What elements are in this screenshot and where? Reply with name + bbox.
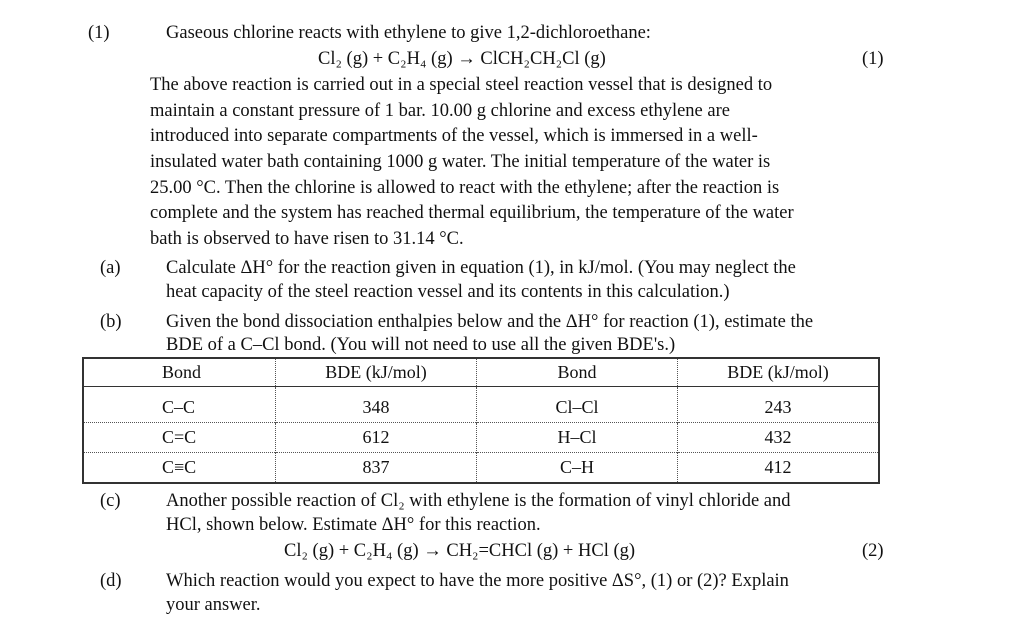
- part-d-label: (d): [100, 571, 122, 591]
- table-header-row: [83, 358, 879, 387]
- part-d-line: your answer.: [166, 595, 261, 615]
- table-cell: 432: [678, 423, 880, 453]
- part-1-body-line: introduced into separate compartments of the vessel, which is immersed in a well-: [150, 126, 758, 146]
- table-cell: 612: [276, 423, 477, 453]
- equation-2-number: (2): [862, 541, 884, 561]
- table-cell: 243: [678, 387, 880, 423]
- equation-1-number: (1): [862, 49, 884, 69]
- part-1-body-line: insulated water bath containing 1000 g water. The initial temperature of the water is: [150, 152, 771, 172]
- table-header: Bond: [83, 358, 276, 387]
- part-1-body-line: 25.00 °C. Then the chlorine is allowed to react with the ethylene; after the reaction is: [150, 178, 780, 198]
- table-row: [83, 387, 879, 423]
- table-cell: 348: [276, 387, 477, 423]
- part-b-line: BDE of a C–Cl bond. (You will not need to use all the given BDE's.): [166, 335, 676, 355]
- part-b-label: (b): [100, 312, 122, 332]
- part-a-line: Calculate ΔH° for the reaction given in equation (1), in kJ/mol. (You may neglect the: [166, 258, 796, 278]
- table-header: Bond: [477, 358, 678, 387]
- part-b-line: Given the bond dissociation enthalpies below and the ΔH° for reaction (1), estimate the: [166, 312, 814, 332]
- part-1-label: (1): [88, 23, 110, 43]
- table-cell: H–Cl: [477, 423, 678, 453]
- part-d-line: Which reaction would you expect to have the more positive ΔS°, (1) or (2)? Explain: [166, 571, 789, 591]
- part-c-line: HCl, shown below. Estimate ΔH° for this reaction.: [166, 515, 541, 535]
- part-c-line: Another possible reaction of Cl₂ with ethylene is the formation of vinyl chloride and: [166, 491, 791, 511]
- part-1-body-line: maintain a constant pressure of 1 bar. 10.00 g chlorine and excess ethylene are: [150, 101, 730, 121]
- table-cell: C=C: [83, 423, 276, 453]
- part-c-label: (c): [100, 491, 121, 511]
- table-header: BDE (kJ/mol): [678, 358, 880, 387]
- equation-1: Cl₂ (g) + C₂H₄ (g) → ClCH₂CH₂Cl (g): [318, 49, 606, 69]
- table-cell: C–C: [162, 397, 196, 417]
- equation-2: Cl₂ (g) + C₂H₄ (g) → CH₂=CHCl (g) + HCl (g): [284, 541, 636, 561]
- table-cell: C≡C: [83, 453, 276, 484]
- part-a-label: (a): [100, 258, 121, 278]
- table-cell: Cl–Cl: [477, 387, 678, 423]
- part-a-line: heat capacity of the steel reaction vessel and its contents in this calculation.): [166, 282, 730, 302]
- table-header: BDE (kJ/mol): [276, 358, 477, 387]
- table-row: [83, 453, 879, 484]
- part-1-body-line: The above reaction is carried out in a special steel reaction vessel that is designed to: [150, 75, 773, 95]
- part-1-body-line: bath is observed to have risen to 31.14 °C.: [150, 229, 464, 249]
- part-1-intro: Gaseous chlorine reacts with ethylene to give 1,2-dichloroethane:: [166, 23, 651, 43]
- part-1-body-line: complete and the system has reached thermal equilibrium, the temperature of the water: [150, 203, 794, 223]
- table-cell: C–H: [477, 453, 678, 484]
- table-row: [83, 423, 879, 453]
- table-cell: 837: [276, 453, 477, 484]
- bde-table: [82, 357, 880, 484]
- table-cell: 412: [678, 453, 880, 484]
